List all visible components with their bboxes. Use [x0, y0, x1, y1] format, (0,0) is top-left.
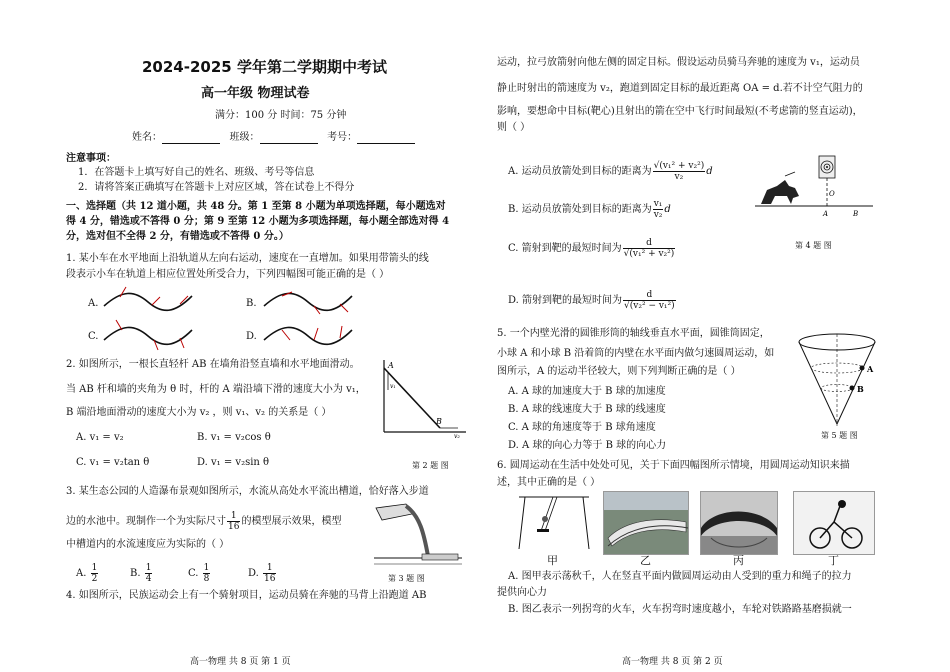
q6-label-yi: 乙 — [640, 554, 651, 567]
q5-label-a: A — [867, 364, 874, 374]
q4-right-line1: 运动，拉弓放箭射向他左侧的固定目标。假设运动员骑马奔驰的速度为 v₁，运动员 — [497, 57, 860, 68]
exam-title: 2024-2025 学年第二学期期中考试 — [142, 58, 387, 76]
q6-swing-image — [511, 491, 595, 553]
q2-line3: B 端沿地面滑动的速度大小为 v₂ ，则 v₁、v₂ 的关系是（ ） — [66, 407, 332, 418]
q4-archer-figure — [755, 150, 875, 228]
footer-right: 高一物理 共 8 页 第 2 页 — [622, 657, 723, 667]
note-2: 2．请将答案正确填写在答题卡上对应区域，答在试卷上不得分 — [78, 182, 355, 193]
q2-option-b: B. v₁ = v₂cos θ — [197, 432, 271, 443]
q4-option-c: C. 箭射到靶的最短时间为 $\frac{d}{\text{√(v₁² + v₂²)}}$ — [508, 238, 675, 259]
q1-curve-b — [262, 284, 354, 318]
q2-option-a: A. v₁ = v₂ — [76, 432, 124, 443]
q6-option-a-line2: 提供向心力 — [497, 587, 547, 598]
q6-cyclist-image — [793, 491, 875, 555]
q3-line3: 中槽道内的水流速度应为实际的（ ） — [66, 539, 230, 550]
q5-option-c: C. A 球的角速度等于 B 球角速度 — [508, 422, 656, 433]
seat-field — [357, 133, 415, 144]
q2-label-b: B — [436, 417, 442, 426]
student-info-row — [132, 131, 415, 144]
q6-option-a-line1: A. 图甲表示荡秋千，人在竖直平面内做圆周运动由人受到的重力和绳子的拉力 — [508, 571, 852, 582]
q6-line2: 述，其中正确的是（ ） — [497, 477, 601, 488]
class-field — [260, 133, 318, 144]
name-field — [162, 133, 220, 144]
q3-option-a: A. $\frac{1}{2}$ — [76, 563, 98, 584]
section1-line2: 得 4 分，错选或不答得 0 分；第 9 至第 12 小题为多项选择题，每小题全部选对得 4 — [66, 216, 450, 227]
q2-label-v2: v₂ — [454, 433, 460, 440]
q4-right-line2: 静止时射出的箭速度为 v₂，跑道到固定目标的最近距离 OA = d.若不计空气阻力的 — [497, 83, 863, 94]
q2-label-v1: v₁ — [390, 383, 396, 390]
exam-subtitle: 高一年级 物理试卷 — [201, 86, 310, 101]
q3-waterfall-figure — [372, 494, 464, 570]
q6-label-jia: 甲 — [547, 554, 558, 567]
q4-right-line3: 影响，要想命中目标(靶心)且射出的箭在空中飞行时间最短(不考虑箭的竖直运动)， — [497, 106, 863, 117]
q5-cone-figure — [795, 330, 881, 430]
q4-option-d: D. 箭射到靶的最短时间为 $\frac{d}{\text{√(v₂² − v₁²)}}$ — [508, 290, 675, 311]
q4-option-b: B. 运动员放箭处到目标的距离为 $\frac{\text{v₁}}{\text{v₂}}$ d — [508, 199, 671, 220]
q1-line2: 段表示小车在轨道上相应位置处所受合力，下列四幅图可能正确的是（ ） — [66, 269, 390, 280]
q3-caption: 第 3 题 图 — [388, 574, 425, 583]
note-1: 1．在答题卡上填写好自己的姓名、班级、考号等信息 — [78, 167, 315, 178]
q3-scale-fraction: $\frac{1}{16}$ — [228, 511, 240, 532]
notes-heading: 注意事项： — [66, 153, 116, 164]
q4-label-o: O — [829, 190, 835, 198]
q3-option-d: D. $\frac{1}{16}$ — [248, 563, 276, 584]
seat-label: 考号： — [327, 132, 358, 143]
q3-line2-b: 的模型展示效果，模型 — [241, 516, 342, 527]
q5-line3: 图所示，A 的运动半径较大，则下列判断正确的是（ ） — [497, 366, 741, 377]
q2-caption: 第 2 题 图 — [412, 461, 449, 470]
section1-line1: 一、选择题（共 12 道小题，共 48 分。第 1 至第 8 小题为单项选择题，每小题选对 — [66, 201, 446, 212]
q5-option-b: B. A 球的线速度大于 B 球的线速度 — [508, 404, 666, 415]
q6-line1: 6. 圆周运动在生活中处处可见，关于下面四幅图所示情境，用圆周运动知识来描 — [497, 460, 850, 471]
q5-label-b: B — [857, 384, 864, 394]
q3-option-b: B. $\frac{1}{4}$ — [130, 563, 152, 584]
class-label: 班级： — [229, 132, 260, 143]
q5-option-a: A. A 球的加速度大于 B 球的加速度 — [508, 386, 666, 397]
score-time: 满分：100 分 时间：75 分钟 — [215, 110, 347, 121]
q2-option-d: D. v₁ = v₂sin θ — [197, 457, 270, 468]
q1-option-c: C. — [88, 331, 99, 342]
q5-line2: 小球 A 和小球 B 沿着筒的内壁在水平面内做匀速圆周运动，如 — [497, 348, 775, 359]
q1-curve-c — [102, 318, 194, 352]
q3-line2 — [66, 511, 341, 532]
section1-line3: 分，选对但不全得 2 分，有错选或不答得 0 分。） — [66, 231, 289, 242]
q4-line1: 4. 如图所示，民族运动会上有一个骑射项目，运动员骑在奔驰的马背上沿跑道 AB — [66, 590, 427, 601]
q2-label-a: A — [388, 361, 394, 370]
q2-line1: 2. 如图所示，一根长直轻杆 AB 在墙角沿竖直墙和水平地面滑动。 — [66, 359, 360, 370]
q3-line2-a: 边的水池中。现制作一个为实际尺寸 — [66, 516, 226, 527]
q4-label-a: A — [823, 210, 829, 218]
q2-option-c: C. v₁ = v₂tan θ — [76, 457, 150, 468]
q4-caption: 第 4 题 图 — [795, 241, 832, 250]
q5-option-d: D. A 球的向心力等于 B 球的向心力 — [508, 440, 667, 451]
q1-option-d: D. — [246, 331, 257, 342]
q6-label-ding: 丁 — [828, 554, 839, 567]
footer-left: 高一物理 共 8 页 第 1 页 — [190, 657, 291, 667]
q3-option-c: C. $\frac{1}{8}$ — [188, 563, 210, 584]
q1-curve-a — [102, 284, 194, 318]
q1-option-b: B. — [246, 298, 257, 309]
q6-label-bing: 丙 — [733, 554, 744, 567]
q4-option-a: A. 运动员放箭处到目标的距离为 $\frac{\text{√(v₁² + v₂²)}}{\text{v₂}}$ d — [508, 161, 713, 182]
q4-label-b: B — [853, 210, 859, 218]
q2-figure — [378, 358, 468, 440]
q2-line2: 当 AB 杆和墙的夹角为 θ 时，杆的 A 端沿墙下滑的速度大小为 v₁， — [66, 384, 366, 395]
q1-line1: 1. 某小车在水平地面上沿轨道从左向右运动，速度在一直增加。如果用带箭头的线 — [66, 253, 429, 264]
q6-train-image — [603, 491, 689, 555]
q6-option-b-line1: B. 图乙表示一列拐弯的火车，火车拐弯时速度越小，车轮对铁路路基磨损就一 — [508, 604, 852, 615]
q4-right-line4: 则（ ） — [497, 122, 531, 133]
name-label: 姓名： — [132, 132, 162, 143]
q5-line1: 5. 一个内壁光滑的圆锥形筒的轴线垂直水平面，圆锥筒固定， — [497, 328, 770, 339]
q1-curve-d — [262, 318, 354, 352]
q3-line1: 3. 某生态公园的人造瀑布景观如图所示，水流从高处水平流出槽道，恰好落入步道 — [66, 486, 429, 497]
q1-option-a: A. — [88, 298, 99, 309]
q5-caption: 第 5 题 图 — [821, 431, 858, 440]
q6-bridge-image — [700, 491, 778, 555]
